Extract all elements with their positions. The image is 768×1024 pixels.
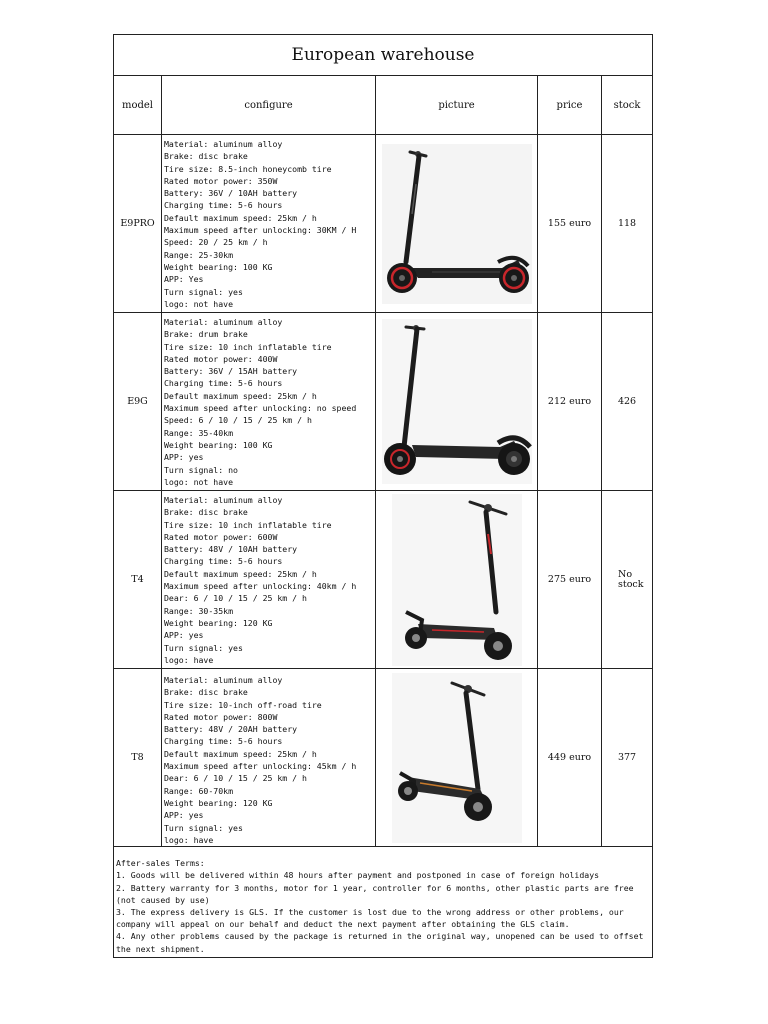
config-line: Speed: 20 / 25 km / h [164, 237, 268, 248]
config-line: Charging time: 5-6 hours [164, 736, 283, 747]
config-line: Rated motor power: 350W [164, 175, 278, 186]
config-cell [162, 669, 376, 847]
table-row [114, 491, 653, 669]
picture-cell [376, 669, 538, 847]
config-line: logo: not have [164, 476, 234, 487]
config-line: logo: not have [164, 298, 234, 309]
config-line: Battery: 36V / 10AH battery [164, 188, 298, 199]
config-line: Weight bearing: 120 KG [164, 617, 273, 628]
header-price: price [538, 76, 602, 135]
picture-cell [376, 135, 538, 313]
price-cell: 275 euro [538, 491, 602, 669]
config-line: Rated motor power: 400W [164, 353, 278, 364]
config-line: APP: yes [164, 630, 204, 641]
price-cell: 449 euro [538, 669, 602, 847]
config-cell [162, 491, 376, 669]
config-line: Range: 60-70km [164, 785, 234, 796]
terms-line: 4. Any other problems caused by the package is returned in the original way, unopened can be used to offset the next shipment. [116, 931, 644, 954]
config-line: Default maximum speed: 25km / h [164, 212, 317, 223]
header-picture: picture [376, 76, 538, 135]
table-row [114, 313, 653, 491]
header-configure: configure [162, 76, 376, 135]
config-line: Default maximum speed: 25km / h [164, 568, 317, 579]
header-model: model [114, 76, 162, 135]
stock-line: No [618, 568, 633, 580]
scooter-t8-image [392, 673, 522, 843]
config-line: Maximum speed after unlocking: 45km / h [164, 761, 357, 772]
config-line: Tire size: 10 inch inflatable tire [164, 519, 332, 530]
config-line: Weight bearing: 100 KG [164, 261, 273, 272]
config-line: Material: aluminum alloy [164, 675, 283, 685]
config-line: Range: 35-40km [164, 427, 234, 438]
config-line: Battery: 36V / 15AH battery [164, 366, 298, 377]
table-row [114, 135, 653, 313]
model-cell: T4 [114, 491, 162, 669]
table-row [114, 669, 653, 847]
config-line: Default maximum speed: 25km / h [164, 748, 317, 759]
config-line: Battery: 48V / 20AH battery [164, 724, 298, 735]
terms-line: 2. Battery warranty for 3 months, motor for 1 year, controller for 6 months, other plastic parts are free (not caused by use) [116, 882, 634, 905]
config-line: Material: aluminum alloy [164, 317, 283, 327]
price-cell: 155 euro [538, 135, 602, 313]
config-line: Weight bearing: 100 KG [164, 439, 273, 450]
config-line: Charging time: 5-6 hours [164, 378, 283, 389]
config-line: Charging time: 5-6 hours [164, 556, 283, 567]
config-line: Material: aluminum alloy [164, 495, 283, 505]
config-line: Maximum speed after unlocking: no speed [164, 403, 357, 414]
config-line: Rated motor power: 600W [164, 531, 278, 542]
config-line: Weight bearing: 120 KG [164, 797, 273, 808]
after-sales-terms [114, 847, 653, 958]
config-line: Rated motor power: 800W [164, 711, 278, 722]
config-line: Tire size: 10-inch off-road tire [164, 699, 322, 710]
model-cell: E9PRO [114, 135, 162, 313]
config-line: APP: Yes [164, 274, 204, 285]
scooter-t4-image [392, 494, 522, 666]
config-line: Charging time: 5-6 hours [164, 200, 283, 211]
config-line: Brake: disc brake [164, 151, 248, 162]
table-title: European warehouse [114, 35, 653, 76]
terms-line: 1. Goods will be delivered within 48 hours after payment and postponed in case of foreign holidays [116, 870, 600, 881]
config-line: Brake: disc brake [164, 687, 248, 698]
config-line: Battery: 48V / 10AH battery [164, 544, 298, 555]
terms-line: After-sales Terms: [116, 858, 205, 869]
picture-cell [376, 491, 538, 669]
config-line: logo: have [164, 654, 214, 665]
config-line: Brake: drum brake [164, 329, 248, 340]
config-line: APP: yes [164, 810, 204, 821]
config-line: Range: 25-30km [164, 249, 234, 260]
price-cell: 212 euro [538, 313, 602, 491]
scooter-e9g-image [382, 319, 532, 484]
config-line: Maximum speed after unlocking: 30KM / H [164, 225, 357, 236]
config-line: Tire size: 10 inch inflatable tire [164, 341, 332, 352]
model-cell: T8 [114, 669, 162, 847]
config-line: Turn signal: yes [164, 642, 243, 653]
stock-cell: 426 [602, 313, 653, 491]
header-stock: stock [602, 76, 653, 135]
stock-cell [602, 491, 653, 669]
config-line: Maximum speed after unlocking: 40km / h [164, 581, 357, 592]
stock-cell: 118 [602, 135, 653, 313]
header-row [114, 76, 653, 135]
config-line: Turn signal: yes [164, 822, 243, 833]
config-line: Turn signal: no [164, 464, 238, 475]
config-line: Speed: 6 / 10 / 15 / 25 km / h [164, 415, 312, 426]
config-line: Brake: disc brake [164, 507, 248, 518]
picture-cell [376, 313, 538, 491]
product-table [113, 34, 653, 958]
config-line: Dear: 6 / 10 / 15 / 25 km / h [164, 773, 307, 784]
config-cell [162, 313, 376, 491]
model-cell: E9G [114, 313, 162, 491]
config-line: Turn signal: yes [164, 286, 243, 297]
terms-line: 3. The express delivery is GLS. If the customer is lost due to the wrong address or other problems, our company will appeal on our behalf and deduct the next payment after obtaining the GLS claim. [116, 906, 624, 930]
config-line: APP: yes [164, 452, 204, 463]
stock-line: stock [618, 578, 644, 590]
config-line: logo: have [164, 834, 214, 845]
stock-cell: 377 [602, 669, 653, 847]
config-line: Default maximum speed: 25km / h [164, 390, 317, 401]
config-cell [162, 135, 376, 313]
config-line: Tire size: 8.5-inch honeycomb tire [164, 163, 332, 174]
config-line: Material: aluminum alloy [164, 139, 283, 149]
config-line: Dear: 6 / 10 / 15 / 25 km / h [164, 593, 307, 604]
scooter-e9pro-image [382, 144, 532, 304]
config-line: Range: 30-35km [164, 605, 234, 616]
